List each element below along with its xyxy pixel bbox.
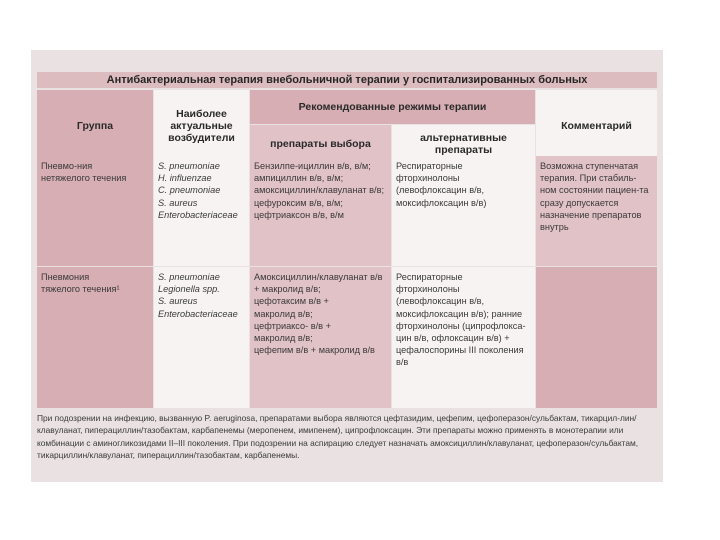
header-pathogens-label: Наиболее актуальные возбудители	[168, 108, 235, 144]
header-alternative-label: альтернативные препараты	[420, 131, 507, 156]
header-group-label: Группа	[76, 120, 114, 132]
row1-first-line: Бензилпе-ициллин в/в, в/м; ампициллин в/в, в/м; амоксициллин/клавуланат в/в; цефуроксим в/в, в/м; цефтриаксон в/в, в/м	[250, 156, 391, 266]
header-group	[37, 90, 153, 162]
row1-comment: Возможна ступенчатая терапия. При стабиль- ном состоянии пациен-та сразу допускается назначение препаратов внутрь	[536, 156, 657, 266]
header-regimens	[250, 90, 535, 124]
row1-pathogens: S. pneumoniae H. influenzae C. pneumoniae S. aureus Enterobacteriaceae	[154, 156, 249, 266]
header-regimens-label: Рекомендованные режимы терапии	[298, 101, 487, 113]
row2-group: Пневмония тяжелого течения¹	[37, 267, 153, 408]
row2-pathogens: S. pneumoniae Legionella spp. S. aureus Enterobacteriaceae	[154, 267, 249, 408]
header-first-line-label: препараты выбора	[270, 137, 371, 150]
row2-first-line: Амоксициллин/клавуланат в/в + макролид в/в; цефотаксим в/в + макролид в/в; цефтриаксо- в/в + макролид в/в; цефепим в/в + макролид в/в	[250, 267, 391, 408]
table-title: Антибактериальная терапия внебольничной терапии у госпитализированных больных	[37, 72, 657, 88]
row1-group: Пневмо-ния нетяжелого течения	[37, 156, 153, 266]
row2-alternative: Респираторные фторхинолоны (левофлоксацин в/в, моксифлоксацин в/в); ранние фторхинолоны (ципрофлокса- цин в/в, офлоксацин в/в) + цефалоспорины III поколения в/в	[392, 267, 535, 408]
header-comment-label: Комментарий	[561, 120, 632, 132]
row2-comment	[536, 267, 657, 408]
row1-alternative: Респираторные фторхинолоны (левофлоксацин в/в, моксифлоксацин в/в)	[392, 156, 535, 266]
scanned-table-page	[31, 50, 663, 482]
header-pathogens	[154, 90, 249, 162]
table-footnote: При подозрении на инфекцию, вызванную P. aeruginosa, препаратами выбора являются цефтазидим, цефепим, цефоперазон/сульбактам, тикарцил-лин/клавуланат, пиперациллин/тазобактам, карбапенемы (меропенем, имипенем), ципрофлоксацин. Эти препараты можно применять в монотерапии или комбинации с аминогликозидами II–III поколения. При подозрении на аспирацию следует назначать амоксициллин/клавуланат, цефоперазон/сульбактам, тикарциллин/клавуланат, пиперациллин/тазобактам, карбапенемы.	[37, 413, 639, 461]
header-comment	[536, 90, 657, 162]
